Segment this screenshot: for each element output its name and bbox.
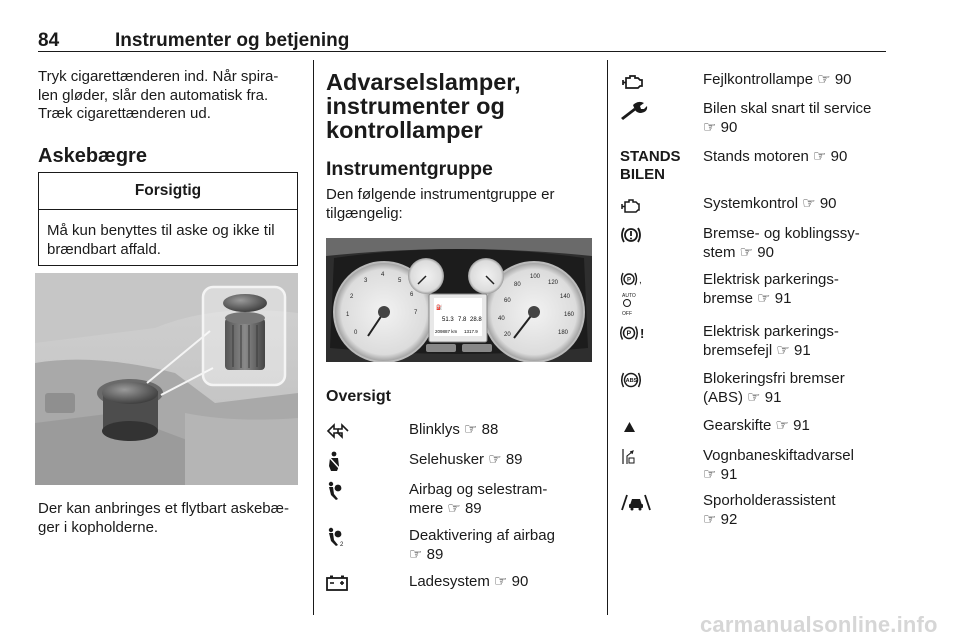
item-label: Gearskifte ☞ 91 [703, 417, 810, 434]
item-label: Elektrisk parkerings- [703, 323, 839, 340]
caution-line: Må kun benyttes til aske og ikke til [47, 222, 275, 239]
item-label: Selehusker ☞ 89 [409, 451, 523, 468]
svg-text:140: 140 [560, 294, 571, 300]
item-label: Stands motoren ☞ 90 [703, 148, 848, 165]
svg-text:OFF: OFF [622, 311, 632, 317]
svg-text:160: 160 [564, 312, 575, 318]
svg-text:4: 4 [381, 272, 385, 278]
item-label: Systemkontrol ☞ 90 [703, 195, 837, 212]
heading-line: instrumenter og [326, 93, 505, 119]
svg-text:5: 5 [398, 278, 402, 284]
column-divider-1 [313, 60, 314, 615]
item-label: Blokeringsfri bremser [703, 370, 845, 387]
svg-text:AUTO: AUTO [622, 293, 636, 299]
svg-text:⛽: ⛽ [436, 305, 443, 311]
svg-text:28.8: 28.8 [470, 317, 482, 323]
svg-text:3: 3 [364, 278, 368, 284]
item-label: Airbag og selestram- [409, 481, 548, 498]
svg-text:P: P [627, 277, 632, 284]
svg-text:6: 6 [410, 292, 414, 298]
svg-text:20: 20 [504, 332, 511, 338]
airbag-icon [326, 481, 382, 503]
item-label: bremse ☞ 91 [703, 289, 792, 307]
svg-text:180: 180 [558, 330, 569, 336]
item-label: (ABS) ☞ 91 [703, 388, 782, 406]
svg-text:60: 60 [504, 298, 511, 304]
ashtray-heading: Askebægre [38, 145, 147, 167]
intro-line: Tryk cigarettænderen ind. Når spira- [38, 68, 279, 85]
svg-text:40: 40 [498, 316, 505, 322]
odometer-readout: 209887 km [435, 329, 458, 334]
item-label: Bremse- og koblingssy- [703, 225, 860, 242]
ashtray-caption [38, 500, 300, 537]
svg-text:0: 0 [354, 330, 358, 336]
column-divider-2 [607, 60, 608, 615]
item-label: mere ☞ 89 [409, 499, 482, 517]
item-label: ☞ 92 [703, 510, 738, 528]
item-label: bremsefejl ☞ 91 [703, 341, 811, 359]
lane-change-icon [620, 447, 676, 469]
svg-text:100: 100 [530, 274, 541, 280]
caution-line: brændbart affald. [47, 240, 161, 258]
page-number: 84 [38, 30, 60, 51]
caution-box [38, 172, 298, 266]
cluster-description [326, 186, 596, 223]
stands-bilen-text [620, 148, 695, 188]
svg-text:!: ! [640, 326, 645, 341]
intro-line: Træk cigarettænderen ud. [38, 105, 211, 122]
parking-brake-fault-icon [620, 323, 676, 345]
svg-text:51.3: 51.3 [442, 317, 454, 323]
instrument-cluster-heading: Instrumentgruppe [326, 158, 493, 180]
caption-line: ger i kopholderne. [38, 518, 159, 536]
desc-line: Den følgende instrumentgruppe er [326, 186, 555, 203]
item-label: Fejlkontrollampe ☞ 90 [703, 71, 852, 88]
intro-line: len gløder, slår den automatisk fra. [38, 86, 269, 104]
instrument-cluster-image [326, 238, 592, 362]
item-label: Bilen skal snart til service [703, 100, 872, 117]
svg-text:ABS: ABS [625, 378, 638, 384]
page-title: Instrumenter og betjening [115, 30, 350, 51]
stands-text: STANDS [620, 148, 681, 165]
item-label: stem ☞ 90 [703, 243, 774, 261]
item-label: Vognbaneskiftadvarsel [703, 447, 854, 464]
svg-text:,: , [639, 275, 642, 286]
parking-brake-icon [620, 271, 676, 317]
item-label: ☞ 89 [409, 545, 444, 563]
header-rule [38, 51, 886, 52]
caution-title: Forsigtig [39, 173, 297, 210]
item-label: ☞ 91 [703, 465, 738, 483]
svg-text:2: 2 [340, 542, 344, 548]
item-label: Ladesystem ☞ 90 [409, 573, 529, 590]
svg-text:P: P [626, 330, 632, 338]
abs-icon [620, 370, 676, 392]
item-label: Sporholderassistent [703, 492, 836, 509]
bilen-text: BILEN [620, 166, 665, 183]
svg-text:2: 2 [350, 294, 354, 300]
svg-text:120: 120 [548, 280, 559, 286]
lane-assist-icon [620, 492, 676, 514]
heading-line: Advarselslamper, [326, 69, 521, 95]
item-label: Elektrisk parkerings- [703, 271, 839, 288]
intro-paragraph [38, 68, 300, 124]
wrench-icon [620, 100, 676, 122]
watermark-text: carmanualsonline.info [700, 612, 938, 637]
brake-icon [620, 225, 676, 247]
overview-heading: Oversigt [326, 388, 391, 405]
svg-text:1: 1 [346, 312, 350, 318]
svg-text:7: 7 [414, 310, 418, 316]
trip-readout: 1317.9 [464, 329, 478, 334]
ashtray-photo [35, 273, 298, 485]
svg-text:7.8: 7.8 [458, 317, 467, 323]
item-label: Blinklys ☞ 88 [409, 421, 499, 438]
svg-text:80: 80 [514, 282, 521, 288]
turn-signal-icon [326, 421, 382, 443]
desc-line: tilgængelig: [326, 204, 403, 222]
gear-shift-icon [620, 417, 676, 439]
item-label: Deaktivering af airbag [409, 527, 555, 544]
engine-check-icon [620, 71, 676, 93]
section-heading [326, 70, 521, 142]
heading-line: kontrollamper [326, 117, 483, 143]
caption-line: Der kan anbringes et flytbart askebæ- [38, 500, 289, 517]
seatbelt-icon [326, 451, 382, 473]
system-check-icon [620, 195, 676, 217]
item-label: ☞ 90 [703, 118, 738, 136]
airbag-off-icon [326, 527, 382, 549]
battery-icon [326, 573, 382, 595]
